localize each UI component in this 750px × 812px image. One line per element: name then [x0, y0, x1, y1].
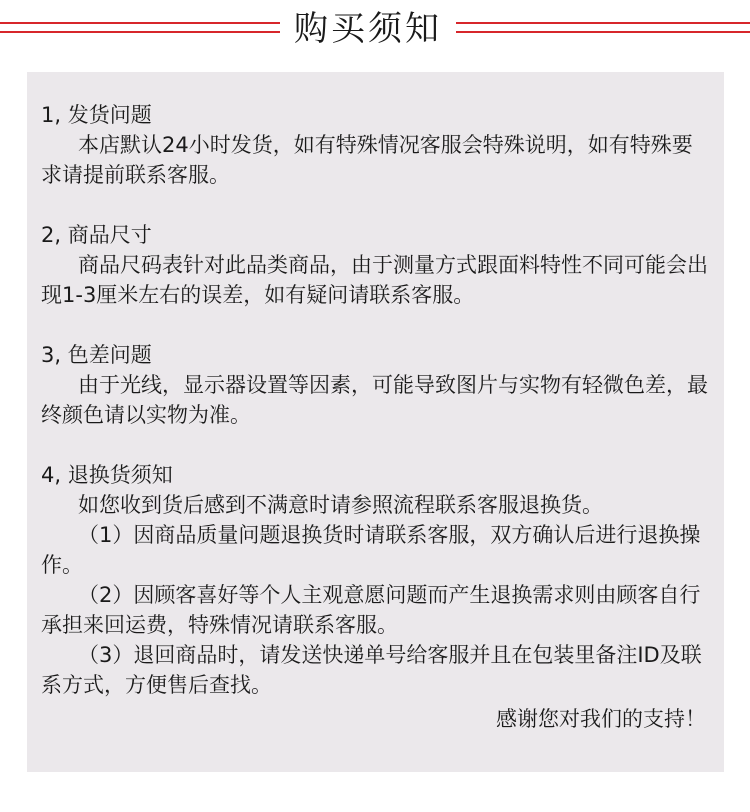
- section-paragraph: （3）退回商品时，请发送快递单号给客服并且在包装里备注ID及联系方式，方便售后查找。: [41, 643, 702, 697]
- header-rule-right: [456, 22, 750, 34]
- section-color-difference: [41, 340, 713, 430]
- section-heading: 4, 退换货须知: [41, 463, 173, 487]
- header-rule-left: [0, 22, 280, 34]
- page-header: [0, 0, 750, 60]
- section-heading: 1, 发货问题: [41, 103, 152, 127]
- section-paragraph: 如您收到货后感到不满意时请参照流程联系客服退换货。: [78, 493, 603, 517]
- section-paragraph: （1）因商品质量问题退换货时请联系客服，双方确认后进行退换操作。: [41, 523, 701, 577]
- section-paragraph: 由于光线，显示器设置等因素，可能导致图片与实物有轻微色差，最终颜色请以实物为准。: [41, 373, 708, 427]
- thanks-message: 感谢您对我们的支持！: [496, 707, 706, 731]
- section-size: [41, 220, 713, 310]
- section-heading: 2, 商品尺寸: [41, 223, 152, 247]
- section-heading: 3, 色差问题: [41, 343, 152, 367]
- section-shipping: [41, 100, 713, 190]
- notice-content: [41, 100, 713, 700]
- section-paragraph: 本店默认24小时发货，如有特殊情况客服会特殊说明，如有特殊要求请提前联系客服。: [41, 133, 693, 187]
- section-returns: [41, 460, 713, 700]
- section-paragraph: （2）因顾客喜好等个人主观意愿问题而产生退换需求则由顾客自行承担来回运费，特殊情况请联系客服。: [41, 583, 701, 637]
- notice-panel: [27, 72, 724, 772]
- section-paragraph: 商品尺码表针对此品类商品，由于测量方式跟面料特性不同可能会出现1-3厘米左右的误差，如有疑问请联系客服。: [41, 253, 708, 307]
- page-title: 购买须知: [294, 9, 442, 49]
